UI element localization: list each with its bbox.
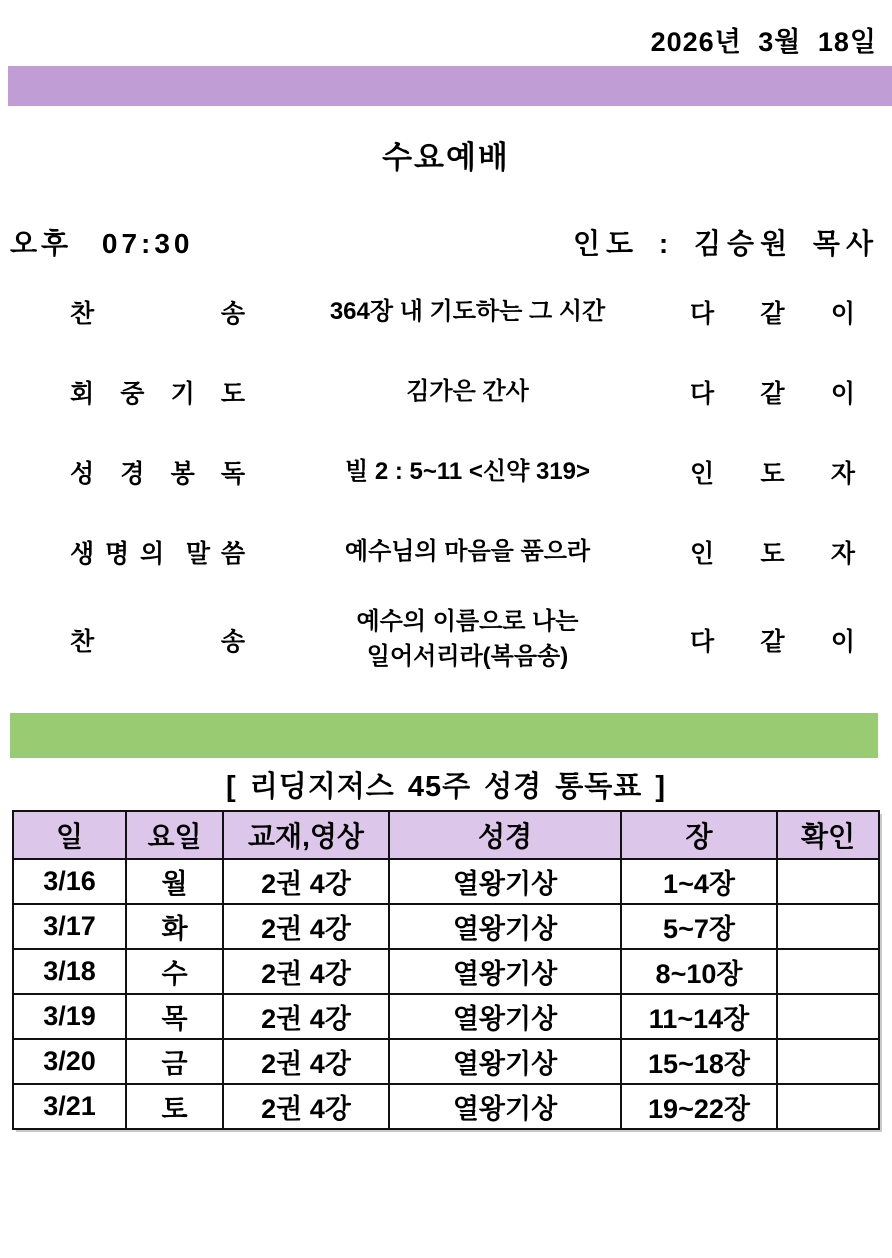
worship-item-content xyxy=(245,455,690,490)
label-char: 기 xyxy=(170,380,195,408)
label-char: 회 xyxy=(70,380,95,408)
cell-weekday: 토 xyxy=(126,1084,223,1129)
worship-item-content xyxy=(245,605,690,675)
cell-weekday: 목 xyxy=(126,994,223,1039)
label-char: 찬 xyxy=(70,300,95,328)
cell-check xyxy=(777,1039,879,1084)
reading-plan-table xyxy=(12,810,880,1130)
performer-char: 도 xyxy=(760,460,785,488)
cell-weekday: 수 xyxy=(126,949,223,994)
cell-check xyxy=(777,1084,879,1129)
label-char: 독 xyxy=(220,460,245,488)
cell-weekday: 월 xyxy=(126,859,223,904)
label-char: 송 xyxy=(220,628,245,656)
worship-item-label xyxy=(70,622,245,658)
cell-scripture: 열왕기상 xyxy=(389,994,621,1039)
performer-char: 이 xyxy=(830,300,855,328)
performer-char: 같 xyxy=(760,300,785,328)
cell-scripture: 열왕기상 xyxy=(389,904,621,949)
col-header-chapters: 장 xyxy=(621,811,777,859)
cell-date: 3/17 xyxy=(13,904,126,949)
label-char: 경 xyxy=(120,460,145,488)
performer-char: 이 xyxy=(830,628,855,656)
label-char: 송 xyxy=(220,300,245,328)
table-row xyxy=(13,1084,879,1129)
col-header-check: 확인 xyxy=(777,811,879,859)
cell-material: 2권 4강 xyxy=(223,949,389,994)
worship-item-hymn-2 xyxy=(0,592,892,688)
worship-item-sermon xyxy=(0,512,892,592)
worship-item-label xyxy=(70,294,245,330)
cell-chapters: 1~4장 xyxy=(621,859,777,904)
worship-item-scripture-reading xyxy=(0,432,892,512)
cell-chapters: 8~10장 xyxy=(621,949,777,994)
worship-item-performer xyxy=(690,294,855,330)
cell-scripture: 열왕기상 xyxy=(389,949,621,994)
label-char: 의 xyxy=(140,540,165,568)
cell-chapters: 15~18장 xyxy=(621,1039,777,1084)
label-char: 생 xyxy=(70,540,95,568)
label-char: 도 xyxy=(220,380,245,408)
cell-date: 3/20 xyxy=(13,1039,126,1084)
worship-item-congregational-prayer xyxy=(0,352,892,432)
content-line: 일어서리라(복음송) xyxy=(366,643,569,670)
cell-check xyxy=(777,904,879,949)
worship-item-label xyxy=(70,374,245,410)
service-title: 수요예배 xyxy=(382,140,510,175)
cell-material: 2권 4강 xyxy=(223,859,389,904)
table-row xyxy=(13,859,879,904)
cell-chapters: 19~22장 xyxy=(621,1084,777,1129)
performer-char: 다 xyxy=(690,628,715,656)
content-line: 예수님의 마음을 품으라 xyxy=(344,537,591,565)
cell-material: 2권 4강 xyxy=(223,1084,389,1129)
cell-material: 2권 4강 xyxy=(223,1039,389,1084)
label-char: 성 xyxy=(70,460,95,488)
cell-material: 2권 4강 xyxy=(223,994,389,1039)
cell-material: 2권 4강 xyxy=(223,904,389,949)
content-line: 예수의 이름으로 나는 xyxy=(356,608,579,636)
label-char: 명 xyxy=(105,540,130,568)
table-header-row xyxy=(13,811,879,859)
label-char: 씀 xyxy=(220,540,245,568)
cell-date: 3/19 xyxy=(13,994,126,1039)
service-leader: 인도 : 김승원 목사 xyxy=(573,228,879,259)
col-header-scripture: 성경 xyxy=(389,811,621,859)
performer-char: 같 xyxy=(760,380,785,408)
worship-item-content xyxy=(245,375,690,410)
performer-char: 인 xyxy=(690,460,715,488)
col-header-material: 교재,영상 xyxy=(223,811,389,859)
performer-char: 인 xyxy=(690,540,715,568)
cell-date: 3/18 xyxy=(13,949,126,994)
performer-char: 같 xyxy=(760,628,785,656)
cell-check xyxy=(777,859,879,904)
performer-char: 도 xyxy=(760,540,785,568)
table-row xyxy=(13,904,879,949)
performer-char: 다 xyxy=(690,300,715,328)
content-line: 364장 내 기도하는 그 시간 xyxy=(329,297,606,325)
label-char: 찬 xyxy=(70,628,95,656)
col-header-date: 일 xyxy=(13,811,126,859)
table-row xyxy=(13,1039,879,1084)
service-info-row xyxy=(10,222,879,262)
worship-order-list xyxy=(0,272,892,688)
cell-check xyxy=(777,949,879,994)
bulletin-date: 2026년 3월 18일 xyxy=(650,27,877,57)
reading-plan-title: [ 리딩지저스 45주 성경 통독표 ] xyxy=(225,771,666,803)
table-row xyxy=(13,994,879,1039)
content-line: 김가은 간사 xyxy=(406,377,529,405)
performer-char: 이 xyxy=(830,380,855,408)
green-divider-banner xyxy=(10,713,878,758)
cell-scripture: 열왕기상 xyxy=(389,859,621,904)
worship-item-content xyxy=(245,535,690,570)
worship-item-performer xyxy=(690,622,855,658)
label-char: 말 xyxy=(185,540,210,568)
cell-check xyxy=(777,994,879,1039)
label-char: 봉 xyxy=(170,460,195,488)
content-line: 빌 2 : 5~11 <신약 319> xyxy=(344,457,591,485)
cell-date: 3/16 xyxy=(13,859,126,904)
cell-weekday: 금 xyxy=(126,1039,223,1084)
worship-item-performer xyxy=(690,534,855,570)
label-char: 중 xyxy=(120,380,145,408)
cell-scripture: 열왕기상 xyxy=(389,1084,621,1129)
table-row xyxy=(13,949,879,994)
cell-chapters: 11~14장 xyxy=(621,994,777,1039)
worship-item-label xyxy=(70,534,245,570)
col-header-weekday: 요일 xyxy=(126,811,223,859)
performer-char: 자 xyxy=(830,540,855,568)
purple-divider-banner xyxy=(8,66,892,106)
cell-scripture: 열왕기상 xyxy=(389,1039,621,1084)
service-time: 오후 07:30 xyxy=(10,228,194,259)
cell-chapters: 5~7장 xyxy=(621,904,777,949)
worship-item-performer xyxy=(690,454,855,490)
worship-item-label xyxy=(70,454,245,490)
cell-date: 3/21 xyxy=(13,1084,126,1129)
worship-item-content xyxy=(245,295,690,330)
worship-item-hymn-1 xyxy=(0,272,892,352)
cell-weekday: 화 xyxy=(126,904,223,949)
performer-char: 자 xyxy=(830,460,855,488)
performer-char: 다 xyxy=(690,380,715,408)
worship-item-performer xyxy=(690,374,855,410)
